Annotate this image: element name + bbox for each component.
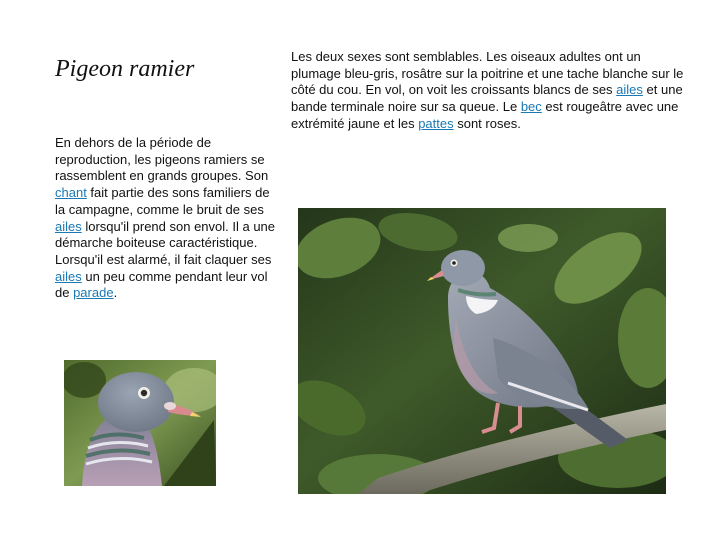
text-segment: et une bande terminale noire sur sa queue. Le (291, 82, 683, 115)
page-title: Pigeon ramier (55, 56, 195, 82)
text-segment: Les deux sexes sont semblables. Les oiseaux adultes ont un plumage bleu-gris, rosâtre sur la poitrine et une tache blanche sur le côté du cou. En vol, on voit les croissants blancs de ses (291, 49, 684, 98)
text-segment: un peu comme pendant leur vol de (55, 268, 268, 301)
link-ailes-2[interactable]: ailes (55, 268, 82, 284)
link-chant[interactable]: chant (55, 185, 87, 201)
text-segment: lorsqu'il prend son envol. Il a une démarche boiteuse caractéristique. Lorsqu'il est alarmé, il fait claquer ses (55, 218, 276, 267)
pigeon-head-photo (64, 360, 216, 486)
text-segment: sont roses. (453, 115, 521, 131)
link-pattes[interactable]: pattes (418, 115, 454, 131)
link-bec[interactable]: bec (520, 99, 542, 115)
link-parade[interactable]: parade (73, 285, 114, 301)
text-segment: est rougeâtre avec une extrémité jaune et les (291, 99, 679, 131)
text-segment: En dehors de la période de reproduction, les pigeons ramiers se rassemblent en grands groupes. Son (55, 135, 269, 184)
text-segment: . (113, 285, 118, 301)
text-segment: fait partie des sons familiers de la campagne, comme le bruit de ses (55, 185, 270, 217)
right-paragraph (291, 49, 691, 133)
link-ailes-3[interactable]: ailes (616, 82, 643, 98)
left-paragraph (55, 135, 277, 302)
link-ailes[interactable]: ailes (55, 218, 82, 234)
pigeon-on-branch-photo (298, 208, 666, 494)
